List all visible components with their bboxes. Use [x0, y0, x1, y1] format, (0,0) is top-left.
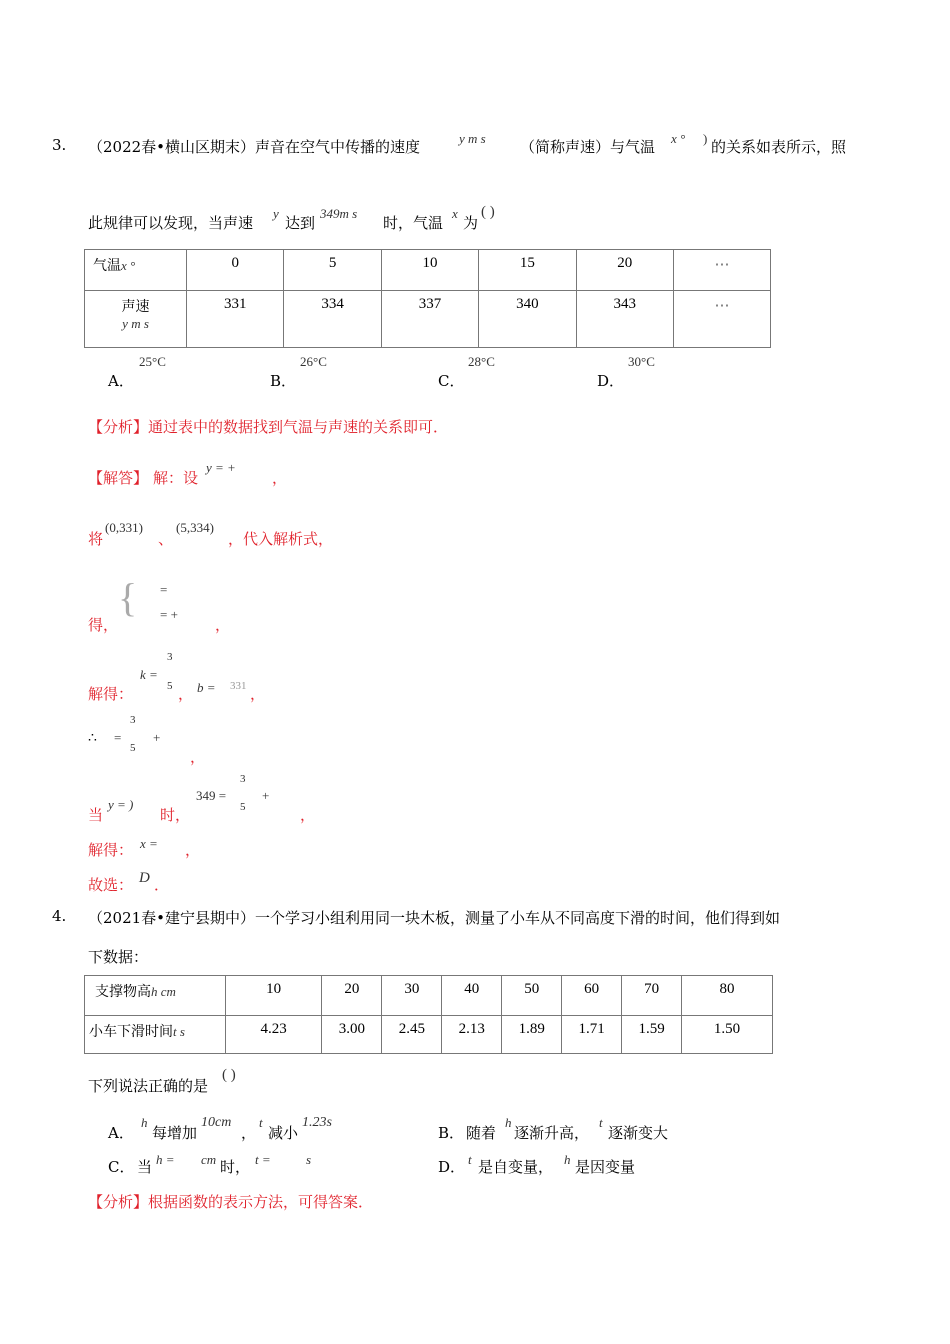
- table-row: [85, 250, 771, 291]
- table-header-cell: [85, 250, 187, 291]
- row-label: 声速: [121, 299, 150, 315]
- option-text: 是自变量，: [478, 1158, 554, 1176]
- option-letter: C．: [108, 1158, 135, 1176]
- table-cell: 20: [322, 976, 382, 1016]
- punctuation: ．: [154, 876, 170, 894]
- table-cell: 337: [381, 291, 478, 348]
- solution-text: 解得：: [88, 685, 134, 703]
- math-expression: h: [564, 1152, 571, 1167]
- option-text: 随着: [466, 1124, 497, 1142]
- question-text: 下数据：: [88, 948, 149, 966]
- solution-text: 时，: [160, 806, 191, 824]
- math-expression: x: [452, 206, 458, 221]
- table-cell: 1.89: [502, 1016, 562, 1054]
- punctuation: ，: [178, 685, 194, 703]
- table-cell: 1.50: [682, 1016, 773, 1054]
- option-text: 减小: [268, 1124, 299, 1142]
- table-cell: ⋯: [673, 250, 770, 291]
- table-cell: 50: [502, 976, 562, 1016]
- option-text: 是因变量: [575, 1158, 636, 1176]
- math-expression: 10cm: [201, 1115, 232, 1130]
- math-expression: = +: [160, 607, 178, 622]
- fraction-numerator: 3: [240, 773, 246, 785]
- punctuation: ，: [300, 806, 316, 824]
- math-expression: y = ): [108, 797, 134, 812]
- option-letter: A．: [108, 1124, 134, 1142]
- row-label: 小车下滑时间: [89, 1024, 173, 1040]
- table-cell: 1.71: [562, 1016, 622, 1054]
- table-cell: 2.13: [442, 1016, 502, 1054]
- math-expression: =: [114, 730, 122, 745]
- question-text: 此规律可以发现，当声速: [88, 214, 254, 232]
- answer-label: 【解答】: [88, 469, 149, 487]
- option-value: 26°C: [300, 354, 327, 369]
- table-cell: 331: [187, 291, 284, 348]
- table-cell: 3.00: [322, 1016, 382, 1054]
- option-text: 当: [137, 1158, 153, 1176]
- punctuation: ，: [185, 841, 201, 859]
- analysis-text: 【分析】通过表中的数据找到气温与声速的关系即可．: [88, 418, 449, 436]
- math-point: (5,334): [176, 520, 214, 535]
- option-letter: D．: [597, 372, 625, 390]
- table-cell: 2.45: [382, 1016, 442, 1054]
- math-expression: y m s: [459, 131, 486, 146]
- solution-text: 故选：: [88, 876, 134, 894]
- table-cell: 20: [576, 250, 673, 291]
- option-letter: B．: [438, 1124, 465, 1142]
- table-header-cell: [85, 291, 187, 348]
- row-variable: x °: [121, 258, 136, 273]
- data-table: [84, 975, 773, 1054]
- table-cell: 10: [381, 250, 478, 291]
- option-value: 28°C: [468, 354, 495, 369]
- row-label: 支撑物高: [95, 984, 151, 1000]
- math-expression: t: [599, 1115, 603, 1130]
- table-header-cell: [85, 1016, 226, 1054]
- math-point: (0,331): [105, 520, 143, 535]
- math-expression: x °: [671, 131, 686, 146]
- punctuation: 、: [158, 530, 174, 548]
- question-text: （2021春•建宁县期中）一个学习小组利用同一块木板，测量了小车从不同高度下滑的时间，他们得到如: [88, 909, 781, 927]
- option-text: 逐渐变大: [608, 1124, 669, 1142]
- question-number: 4.: [52, 907, 67, 925]
- math-expression: b =: [197, 680, 216, 695]
- math-expression: 349m s: [320, 206, 358, 221]
- fraction-numerator: 3: [130, 714, 136, 726]
- question-text: （简称声速）与气温: [520, 138, 656, 156]
- option-text: 每增加: [152, 1124, 198, 1142]
- table-cell: 1.59: [622, 1016, 682, 1054]
- fraction-denominator: 5: [130, 742, 136, 754]
- table-header-cell: [85, 976, 226, 1016]
- option-letter: A．: [108, 372, 134, 390]
- row-variable: h cm: [151, 984, 176, 999]
- therefore-symbol: ∴: [88, 731, 97, 746]
- analysis-text: 【分析】根据函数的表示方法，可得答案．: [88, 1193, 374, 1211]
- table-cell: 80: [682, 976, 773, 1016]
- option-letter: C．: [438, 372, 465, 390]
- solution-text: 解得：: [88, 841, 134, 859]
- fraction-numerator: 3: [167, 651, 173, 663]
- data-table: [84, 249, 771, 348]
- option-text: ，: [241, 1124, 257, 1142]
- math-expression: 349 =: [196, 788, 227, 803]
- table-cell: 30: [382, 976, 442, 1016]
- math-expression: h: [141, 1115, 148, 1130]
- question-text: 的关系如表所示，照: [711, 138, 847, 156]
- table-row: [85, 1016, 773, 1054]
- math-expression: k =: [140, 667, 158, 682]
- math-expression: +: [262, 788, 270, 803]
- math-expression: =: [160, 582, 168, 597]
- question-prompt: 下列说法正确的是: [88, 1077, 209, 1095]
- table-cell: 4.23: [225, 1016, 322, 1054]
- question-text: 为: [463, 214, 479, 232]
- row-variable: t s: [173, 1024, 185, 1039]
- table-cell: 343: [576, 291, 673, 348]
- math-expression: h: [505, 1115, 512, 1130]
- table-cell: 60: [562, 976, 622, 1016]
- table-cell: 15: [479, 250, 576, 291]
- math-expression: y = +: [206, 460, 236, 475]
- option-text: 时，: [220, 1158, 251, 1176]
- math-expression: 1.23s: [302, 1115, 332, 1130]
- table-cell: 40: [442, 976, 502, 1016]
- table-cell: 5: [284, 250, 381, 291]
- math-expression: t =: [255, 1152, 271, 1167]
- table-cell: 0: [187, 250, 284, 291]
- math-expression: x =: [140, 836, 158, 851]
- option-value: 25°C: [139, 354, 166, 369]
- row-variable: y m s: [122, 316, 149, 331]
- math-expression: h =: [156, 1152, 175, 1167]
- solution-text: 将: [88, 530, 104, 548]
- option-letter: B．: [270, 372, 297, 390]
- punctuation: ，: [190, 748, 206, 766]
- option-value: 30°C: [628, 354, 655, 369]
- table-cell: 340: [479, 291, 576, 348]
- math-expression: t: [468, 1152, 472, 1167]
- table-row: [85, 976, 773, 1016]
- math-expression: cm: [201, 1152, 217, 1167]
- punctuation: ，: [272, 469, 288, 487]
- table-cell: 70: [622, 976, 682, 1016]
- answer-letter: D: [139, 870, 150, 886]
- table-cell: ⋯: [673, 291, 770, 348]
- question-number: 3.: [52, 136, 67, 154]
- table-cell: 10: [225, 976, 322, 1016]
- fraction-denominator: 5: [240, 801, 246, 813]
- row-label: 气温: [93, 258, 121, 274]
- math-expression: y: [273, 206, 279, 221]
- question-text: 时，气温: [383, 214, 444, 232]
- punctuation: ，: [215, 616, 231, 634]
- question-text: 达到: [285, 214, 316, 232]
- option-text: 逐渐升高，: [514, 1124, 590, 1142]
- punctuation: ，: [250, 685, 266, 703]
- math-expression: t: [259, 1115, 263, 1130]
- option-letter: D．: [438, 1158, 466, 1176]
- math-expression: ): [703, 131, 708, 146]
- fraction-denominator: 5: [167, 680, 173, 692]
- solution-text: ，代入解析式，: [228, 530, 334, 548]
- solution-text: 当: [88, 806, 104, 824]
- math-expression: +: [153, 730, 161, 745]
- math-expression: s: [306, 1152, 312, 1167]
- table-row: [85, 291, 771, 348]
- answer-blank: ( ): [222, 1067, 236, 1083]
- question-text: （2022春•横山区期末）声音在空气中传播的速度: [88, 138, 421, 156]
- table-cell: 334: [284, 291, 381, 348]
- math-value: 331: [230, 680, 247, 692]
- answer-blank: ( ): [481, 204, 495, 220]
- answer-text: 解：设: [153, 469, 199, 487]
- solution-text: 得，: [88, 616, 119, 634]
- brace-symbol: {: [118, 575, 138, 620]
